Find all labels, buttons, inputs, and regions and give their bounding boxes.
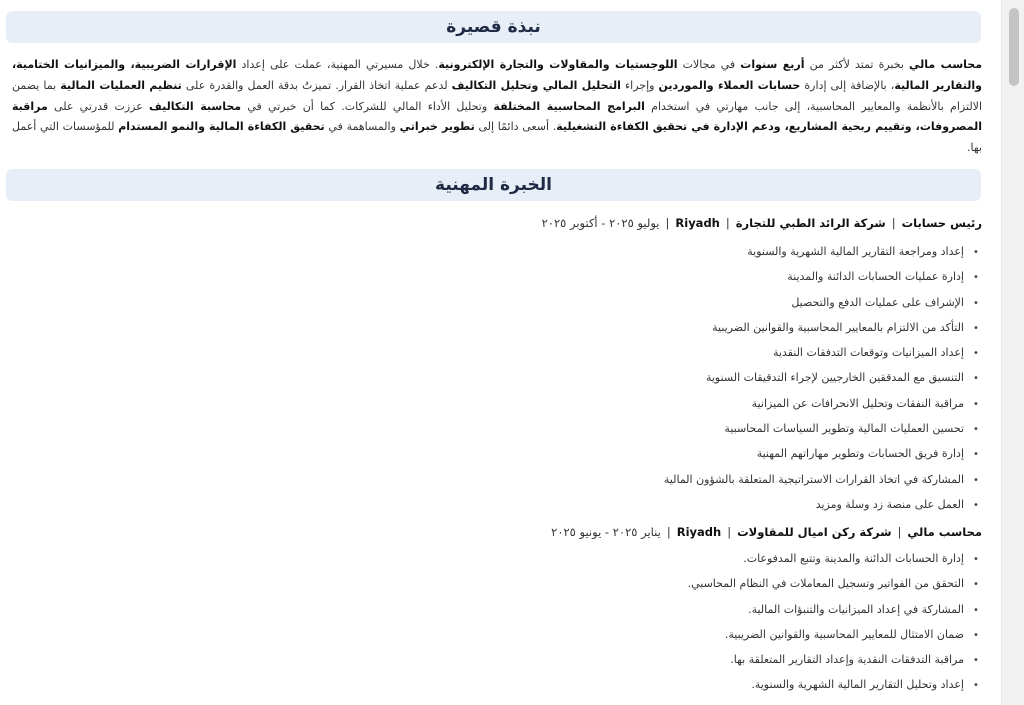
summary-highlight: محاسب مالي	[909, 58, 983, 71]
duty-item: • إعداد ومراجعة التقارير المالية الشهرية والسنوية	[664, 239, 982, 264]
duty-item: • المشاركة في اتخاذ القرارات الاستراتيجية المتعلقة بالشؤون المالية	[664, 467, 982, 492]
duty-item: • الإشراف على عمليات الدفع والتحصيل	[664, 290, 982, 315]
duty-item: • إعداد الميزانيات وتوقعات التدفقات النقدية	[664, 340, 982, 365]
experience-section-heading: الخبرة المهنية	[6, 169, 981, 201]
job-city: Riyadh	[675, 216, 720, 230]
summary-text: والمساهمة في	[324, 120, 400, 134]
about-section-heading: نبذة قصيرة	[6, 11, 981, 43]
duty-item: • التأكد من الالتزام بالمعايير المحاسبية والقوانين الضريبية	[664, 315, 982, 340]
summary-highlight: أربع سنوات	[740, 58, 805, 71]
summary-highlight: البرامج المحاسبية المختلفة	[493, 99, 645, 113]
vertical-scrollbar[interactable]	[1001, 0, 1024, 705]
job-duties-list	[664, 239, 982, 517]
job-dates: يناير ٢٠٢٥ - يونيو ٢٠٢٥	[551, 525, 661, 539]
duty-item: • التحقق من الفواتير وتسجيل المعاملات في النظام المحاسبي.	[688, 571, 982, 596]
job-city: Riyadh	[676, 525, 722, 539]
job-heading: محاسب مالي|شركة ركن اميال للمقاولات|Riyadh|يناير ٢٠٢٥ - يونيو ٢٠٢٥	[551, 525, 982, 539]
scrollbar-thumb[interactable]	[1009, 8, 1019, 86]
summary-text: عززت قدرتي على	[47, 99, 150, 113]
job-title: رئيس حسابات	[901, 216, 982, 230]
summary-highlight: مراقبة المصروفات، وتقييم ربحية المشاريع، ودعم الإدارة في تحقيق الكفاءة التشغيلية	[12, 99, 983, 134]
summary-highlight: التحليل المالي وتحليل التكاليف	[451, 78, 621, 92]
summary-highlight: حسابات العملاء والموردين	[658, 78, 801, 92]
summary-text: بخبرة تمتد لأكثر من	[804, 58, 910, 71]
summary-highlight: تحقيق الكفاءة المالية والنمو المستدام	[118, 120, 325, 134]
job-duties-list	[688, 546, 982, 698]
summary-text: في مجالات	[677, 58, 741, 71]
duty-item: • مراقبة التدفقات النقدية وإعداد التقارير المتعلقة بها.	[688, 647, 982, 672]
summary-text: . خلال مسيرتي المهنية، عملت على إعداد	[236, 58, 439, 71]
company-name: شركة الرائد الطبي للتجارة	[735, 216, 886, 230]
duty-item: • ضمان الامتثال للمعايير المحاسبية والقوانين الضريبية.	[688, 622, 982, 647]
duty-item: • تحسين العمليات المالية وتطوير السياسات المحاسبية	[664, 416, 982, 441]
duty-item: • مراقبة النفقات وتحليل الانحرافات عن الميزانية	[664, 391, 982, 416]
company-name: شركة ركن اميال للمقاولات	[737, 525, 892, 539]
summary-highlight: الإقرارات الضريبية، والميزانيات الختامية، والتقارير المالية	[12, 58, 983, 92]
duty-item: • المشاركة في إعداد الميزانيات والتنبؤات المالية.	[688, 597, 982, 622]
summary-text: لدعم عملية اتخاذ القرار. تميزتُ بدقة العمل والقدرة على	[181, 78, 452, 92]
job-title: محاسب مالي	[907, 525, 982, 539]
summary-text: للمؤسسات التي أعمل بها.	[12, 120, 982, 155]
duty-item: • إدارة عمليات الحسابات الدائنة والمدينة	[664, 264, 982, 289]
summary-highlight: تنظيم العمليات المالية	[60, 78, 182, 92]
summary-text: ، بالإضافة إلى إدارة	[800, 78, 895, 92]
duty-item: • إدارة فريق الحسابات وتطوير مهاراتهم المهنية	[664, 441, 982, 466]
summary-text: . أسعى دائمًا إلى	[474, 120, 557, 134]
summary-highlight: تطوير خبراتي	[399, 120, 475, 134]
summary-text: بما يضمن الالتزام بالأنظمة والمعايير المحاسبية، إلى جانب مهارتي في استخدام	[12, 78, 982, 113]
duty-item: • إعداد وتحليل التقارير المالية الشهرية والسنوية.	[688, 672, 982, 697]
summary-highlight: اللوجستيات والمقاولات والتجارة الإلكترونية	[438, 58, 678, 71]
job-dates: يوليو ٢٠٢٥ - أكتوبر ٢٠٢٥	[541, 216, 660, 230]
duty-item: • العمل على منصة زد وسلة ومزيد	[664, 492, 982, 517]
summary-highlight: محاسبة التكاليف	[149, 99, 242, 113]
duty-item: • التنسيق مع المدققين الخارجيين لإجراء التدقيقات السنوية	[664, 365, 982, 390]
duty-item: • إدارة الحسابات الدائنة والمدينة وتتبع المدفوعات.	[688, 546, 982, 571]
summary-text: وتحليل الأداء المالي للشركات. كما أن خبرتي في	[241, 99, 494, 113]
summary-text: وإجراء	[620, 78, 659, 92]
professional-summary	[12, 55, 982, 159]
job-heading: رئيس حسابات|شركة الرائد الطبي للتجارة|Riyadh|يوليو ٢٠٢٥ - أكتوبر ٢٠٢٥	[541, 216, 982, 230]
